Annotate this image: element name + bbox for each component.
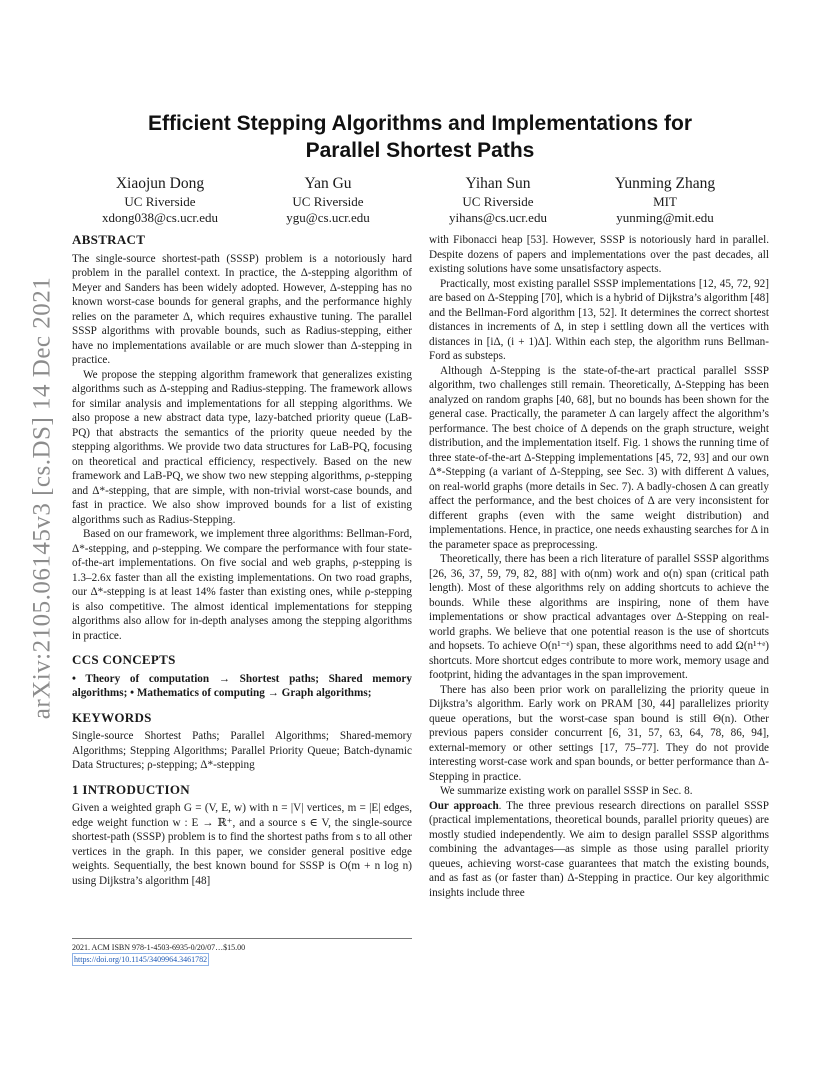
keywords-heading: KEYWORDS [72,709,152,725]
abstract-paragraph-1: The single-source shortest-path (SSSP) problem is a notoriously hard problem in the parallel context. In practice, the Δ-stepping algorithm of Meyer and Sanders has been widely adopted. However, Δ-stepping has no known worst-case bounds for general graphs, and the performance highly relies on the parameter Δ, which requires exhaustive tuning. The parallel SSSP algorithms with provable bounds, such as Radius-stepping, either have no implementations available or are much slower than Δ-stepping in practice. [72,252,412,366]
abstract-heading: ABSTRACT [72,232,146,247]
author-email: ygu@cs.ucr.edu [286,210,370,225]
author-affiliation: UC Riverside [462,194,534,209]
author-4 [575,174,755,226]
abstract-paragraph-2: We propose the stepping algorithm framework that generalizes existing algorithms such as Δ-stepping and Radius-stepping. The framework allows for similar analysis and implementations for all stepping algorithms. We also propose a new abstract data type, lazy-batched priority queue (LaB-PQ) that abstracts the semantics of the priority queue needed by the stepping algorithms. We provide two data structures for LaB-PQ, focusing on theoretical and practical efficiency, respectively. Based on the new framework and LaB-PQ, we show two new stepping algorithms, ρ-stepping and Δ*-stepping, that are simple, with non-trivial worst-case bounds, and fast in practice. We also show improved bounds for a list of existing algorithms such as Radius-Stepping. [72,368,412,526]
paper-title [110,110,730,164]
author-email: yunming@mit.edu [616,210,714,225]
introduction-heading: 1 INTRODUCTION [72,781,190,797]
body-paragraph-3: Although Δ-Stepping is the state-of-the-art practical parallel SSSP algorithm, two challenges still remain. Theoretically, Δ-Stepping has been analyzed on random graphs [40, 68], but no bounds has been shown for the general case. Practically, the parameter Δ can largely affect the algorithm’s performance. The best choice of Δ depends on the graph structure, weight distribution, and the implementation itself. Fig. 1 shows the running time of three state-of-the-art Δ-Stepping implementations [45, 72, 93] and our own Δ*-Stepping (a variant of Δ-Stepping, see Sec. 3) with different Δ values, on real-world graphs (more details in Sec. 7). A badly-chosen Δ can greatly affect the performance, and the best choices of Δ are very inconsistent for different graphs (even with the same weight distribution) and implementations. Hence, in practice, one needs exhausting searches for Δ in the parameter space as preprocessing. [429,364,769,551]
author-email: yihans@cs.ucr.edu [449,210,547,225]
introduction-paragraph-1: Given a weighted graph G = (V, E, w) with n = |V| vertices, m = |E| edges, edge weight function w : E → ℝ⁺, and a source s ∈ V, the single-source shortest-path (SSSP) problem is to find the shortest paths from s to all other vertices in the graph. In this paper, we consider general positive edge weights. Sequentially, the best known bound for SSSP is O(m + n log n) using Dijkstra’s algorithm [48] [72,802,412,887]
body-paragraph-4: Theoretically, there has been a rich literature of parallel SSSP algorithms [26, 36, 37, 59, 79, 82, 88] with o(nm) work and o(n) span (critical path length). Most of these algorithms rely on adding shortcuts to achieve the bounds. While these algorithms are inspiring, none of them have implementations or show practical advantages over Δ-Stepping on real-world graphs. We believe that one potential reason is the use of shortcuts and hopsets. To achieve O(n¹⁻ᵉ) span, these algorithms need to add Ω(n¹⁺ᵉ) shortcuts. More shortcut edges contribute to more work, memory usage and footprint, hiding the advantages in the span improvement. [429,553,769,681]
author-1 [70,174,250,226]
arxiv-stamp [22,276,62,720]
author-affiliation: UC Riverside [124,194,196,209]
copyright-footer [72,938,412,966]
author-name: Yunming Zhang [614,175,716,192]
author-name: Yihan Sun [465,175,531,192]
body-paragraph-6: We summarize existing work on parallel SSSP in Sec. 8. [440,785,693,797]
author-affiliation: UC Riverside [292,194,364,209]
author-2 [238,174,418,226]
ccs-concepts-text: • Theory of computation → Shortest paths; Shared memory algorithms; • Mathematics of computing → Graph algorithms; [72,672,412,699]
our-approach-paragraph [429,799,769,901]
left-column [72,233,412,888]
author-name: Yan Gu [304,175,352,192]
title-line-1: Efficient Stepping Algorithms and Implementations for [147,112,693,135]
doi-link[interactable]: https://doi.org/10.1145/3409964.3461782 [74,955,208,964]
ccs-heading: CCS CONCEPTS [72,652,176,667]
our-approach-text: . The three previous research directions on parallel SSSP (practical implementations, theoretical bounds, parallel priority queues) are mostly studied independently. We aim to design parallel SSSP algorithms combining the advantages—as simple as those using parallel priority queues, achieving worst-case guarantees that match the existing bounds, and as fast as (or faster than) Δ-Stepping in practice. Our key algorithmic insights include three [429,799,769,899]
title-line-2: Parallel Shortest Paths [305,139,535,162]
arxiv-stamp-text: arXiv:2105.06145v3 [cs.DS] 14 Dec 2021 [28,276,55,720]
author-email: xdong038@cs.ucr.edu [102,210,218,225]
keywords-text: Single-source Shortest Paths; Parallel Algorithms; Shared-memory Algorithms; Stepping Algorithms; Parallel Priority Queue; Batch-dynamic Data Structures; ρ-stepping; Δ*-stepping [72,730,412,771]
body-paragraph-1: with Fibonacci heap [53]. However, SSSP is notoriously hard in parallel. Despite dozens of papers and implementations over the past decades, all existing solutions have some unsatisfactory aspects. [429,234,769,275]
author-3 [408,174,588,226]
author-affiliation: MIT [653,194,677,209]
body-paragraph-5: There has also been prior work on parallelizing the priority queue in Dijkstra’s algorithm. Early work on PRAM [30, 44] parallelizes priority queue operations, but the worst-case span bound is still Θ(n). Other previous papers consider concurrent [6, 31, 57, 63, 64, 78, 86, 94], external-memory or other settings [17, 75–77]. They do not provide interesting worst-case work and span bounds, or better performance than Δ-Stepping in practice. [429,683,769,783]
author-name: Xiaojun Dong [115,175,205,192]
body-paragraph-2: Practically, most existing parallel SSSP implementations [12, 45, 72, 92] are based on Δ-Stepping [70], which is a hybrid of Dijkstra’s algorithm [48] and the Bellman-Ford algorithm [13, 52]. It determines the correct shortest distances in increments of Δ, in step i settling down all the vertices with distances in [iΔ, (i + 1)Δ]. Within each step, the algorithm runs Bellman-Ford as substeps. [429,277,769,362]
abstract-paragraph-3: Based on our framework, we implement three algorithms: Bellman-Ford, Δ*-stepping, and ρ-stepping. We compare the performance with four state-of-the-art implementations. On five social and web graphs, ρ-stepping is 1.3–2.6x faster than all the existing implementations. On two road graphs, our Δ*-stepping is at least 14% faster than existing ones, while ρ-stepping is also competitive. The almost identical implementations for stepping algorithms also allow for in-depth analyses among the stepping algorithms in practice. [72,528,412,642]
acm-isbn-line: 2021. ACM ISBN 978-1-4503-6935-0/20/07…$15.00 [72,943,246,952]
right-column [429,233,769,900]
our-approach-lead: Our approach [429,799,499,812]
